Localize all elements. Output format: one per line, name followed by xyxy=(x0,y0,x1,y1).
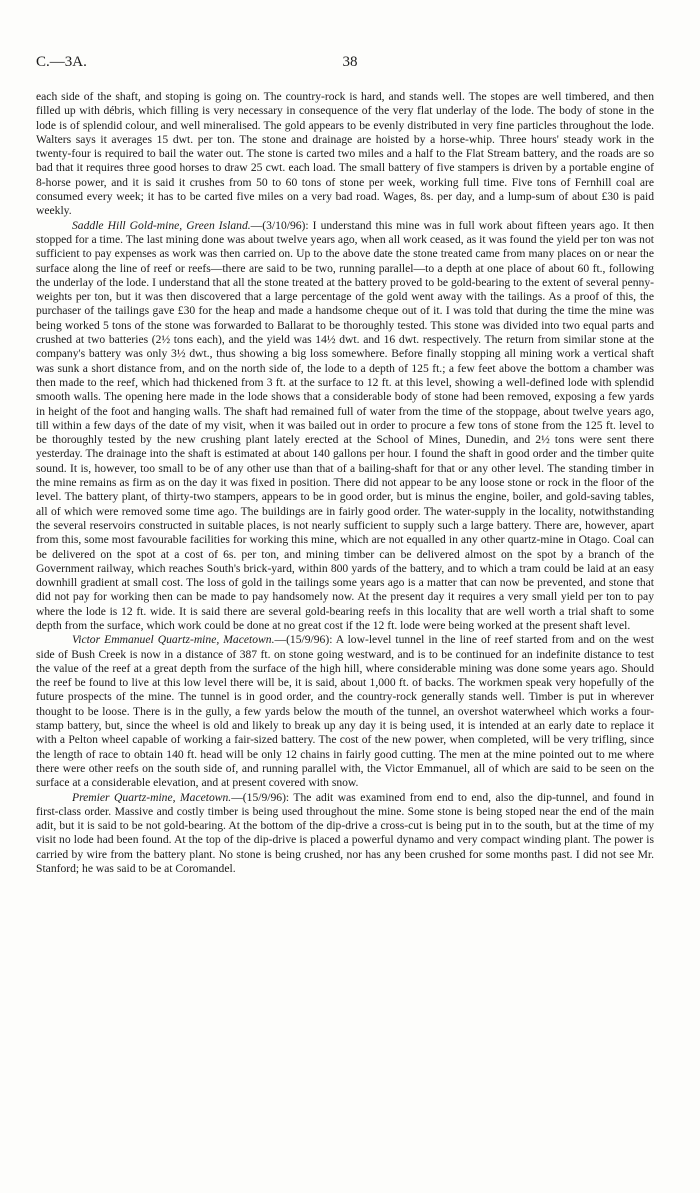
report-code: C.—3A. xyxy=(36,54,87,70)
report-body xyxy=(36,90,654,876)
paragraph-text: —(15/9/96): A low-level tunnel in the line of reef started from and on the west side of Bush Creek is now in a distance of 387 ft. on stone going westward, and is to be continued for an indefinite distance to test the value of the reef at a great depth from the surface of the high hill, where considerable mining was done some years ago. Should the reef be found to live at this low level there will be, it is said, about 1,000 ft. of backs. The workmen speak very hopefully of the future prospects of the mine. The tunnel is in good order, and the country-rock generally stands well. Timber is put in wherever thought to be loose. There is in the gully, a few yards below the mouth of the tunnel, an overshot waterwheel which works a four-stamp battery, but, since the wheel is old and likely to break up any day it is being used, it is intended at an early date to replace it with a Pelton wheel capable of working a fair-sized battery. The cost of the new power, when completed, will be very trifling, since the length of race to obtain 140 ft. head will be only 12 chains in fairly good cutting. The men at the mine pointed out to me where there were other reefs on the south side of, and running parallel with, the Victor Emmanuel, all of which are said to be seen on the surface at a considerable elevation, and at present covered with snow. xyxy=(36,633,654,790)
paragraph xyxy=(36,219,654,634)
paragraph-text: —(3/10/96): I understand this mine was in full work about fifteen years ago. It then stopped for a time. The last mining done was about twelve years ago, when all work ceased, as it was found the yield per ton was not sufficient to pay expenses as work was then carried on. Up to the above date the stone treated came from many places on or near the surface along the line of reef or reefs—there are said to be two, running parallel—to a depth at one place of about 60 ft., following the underlay of the lode. I understand that all the stone treated at the battery proved to be gold-bearing to the extent of several penny-weights per ton, but it was then discovered that a large percentage of the gold went away with the tailings. As a proof of this, the purchaser of the tailings gave £30 for the heap and made a handsome cheque out of it. I was told that during the time the mine was being worked 5 tons of the stone was forwarded to Ballarat to be thoroughly tested. This stone was divided into two equal parts and crushed at two batteries (2½ tons each), and the yield was 14½ dwt. and 16 dwt. respectively. The return from similar stone at the company's battery was only 3½ dwt., thus showing a big loss somewhere. Before finally stopping all mining work a vertical shaft was sunk a short distance from, and on the north side of, the lode to a depth of 125 ft.; a few feet above the bottom a chamber was then made to the reef, which had thickened from 3 ft. at the surface to 12 ft. at this level, showing a well-defined lode with splendid smooth walls. The opening here made in the lode shows that a considerable body of stone had been removed, exposing a few yards in height of the foot and hanging walls. The shaft had remained full of water from the time of the stoppage, about twelve years ago, till within a few days of the date of my visit, when it was bailed out in order to procure a few tons of stone from the 125 ft. level to be thoroughly tested by the new crushing plant lately erected at the School of Mines, Dunedin, and 2½ tons were sent there yesterday. The drainage into the shaft is estimated at about 140 gallons per hour. I found the shaft in good order and the timber quite sound. It is, however, too small to be of any other use than that of a bailing-shaft for that or any other level. The standing timber in the mine remains as firm as on the day it was fixed in position. There did not appear to be any loose stone or rock in the floor of the level. The battery plant, of thirty-two stampers, appears to be in good order, but is minus the engine, boiler, and gold-saving tables, all of which were removed some time ago. The buildings are in fairly good order. The water-supply in the locality, notwithstanding the several reservoirs constructed in suitable places, is not nearly sufficient to supply such a large battery. There are, however, apart from this, some most favourable facilities for working this mine, which are not equalled in any other quartz-mine in Otago. Coal can be delivered on the spot at a cost of 6s. per ton, and mining timber can be delivered almost on the spot by a branch of the Government railway, which reaches South's brick-yard, within 800 yards of the battery, and to which a tram could be laid at an easy downhill gradient at small cost. The loss of gold in the tailings some years ago is a matter that can now be prevented, and stone that did not pay for working then can be made to pay handsomely now. At the present day it requires a very small yield per ton to pay where the lode is 12 ft. wide. It is said there are several gold-bearing reefs in this locality that are well worth a trial shaft to some depth from the surface, which work could be done at no great cost if the 12 ft. lode were being worked at the present shaft level. xyxy=(36,218,654,632)
paragraph xyxy=(36,90,654,219)
page-number: 38 xyxy=(342,54,358,70)
paragraph xyxy=(36,633,654,790)
paragraph xyxy=(36,791,654,877)
paragraph-text: each side of the shaft, and stoping is going on. The country-rock is hard, and stands well. The stopes are well timbered, and then filled up with débris, which filling is very necessary in consequence of the very flat underlay of the lode. The body of stone in the lode is of splendid colour, and well mineralised. The gold appears to be evenly distributed in very fine particles throughout the lode. Walters says it averages 15 dwt. per ton. The stone and drainage are hoisted by a horse-whip. Three hours' steady work in the twenty-four is required to bail the water out. The stone is carted two miles and a half to the Flat Stream battery, and the roads are so bad that it requires three good horses to draw 25 cwt. each load. The small battery of five stampers is driven by a portable engine of 8-horse power, and it is said it crushes from 50 to 60 tons of stone per week, working full time. Five tons of Fernhill coal are consumed every week; it has to be carted five miles on a very bad road. Wages, 8s. per day, and a lump-sum of about £30 is paid weekly. xyxy=(36,90,654,218)
paragraph-text: —(15/9/96): The adit was examined from end to end, also the dip-tunnel, and found in first-class order. Massive and costly timber is being used throughout the mine. Some stone is being stoped near the end of the main adit, but it is said to be not gold-bearing. At the bottom of the dip-drive a cross-cut is being put in to the south, but at the time of my visit no lode had been found. At the top of the dip-drive is placed a powerful dynamo and very compact winding plant. The power is carried by wire from the battery plant. No stone is being crushed, nor has any been crushed for some months past. I did not see Mr. Stanford; he was said to be at Coromandel. xyxy=(36,790,654,876)
mine-heading: Saddle Hill Gold-mine, Green Island. xyxy=(72,218,251,232)
mine-heading: Premier Quartz-mine, Macetown. xyxy=(72,790,232,804)
mine-heading: Victor Emmanuel Quartz-mine, Macetown. xyxy=(72,633,275,647)
page-header xyxy=(36,54,664,76)
